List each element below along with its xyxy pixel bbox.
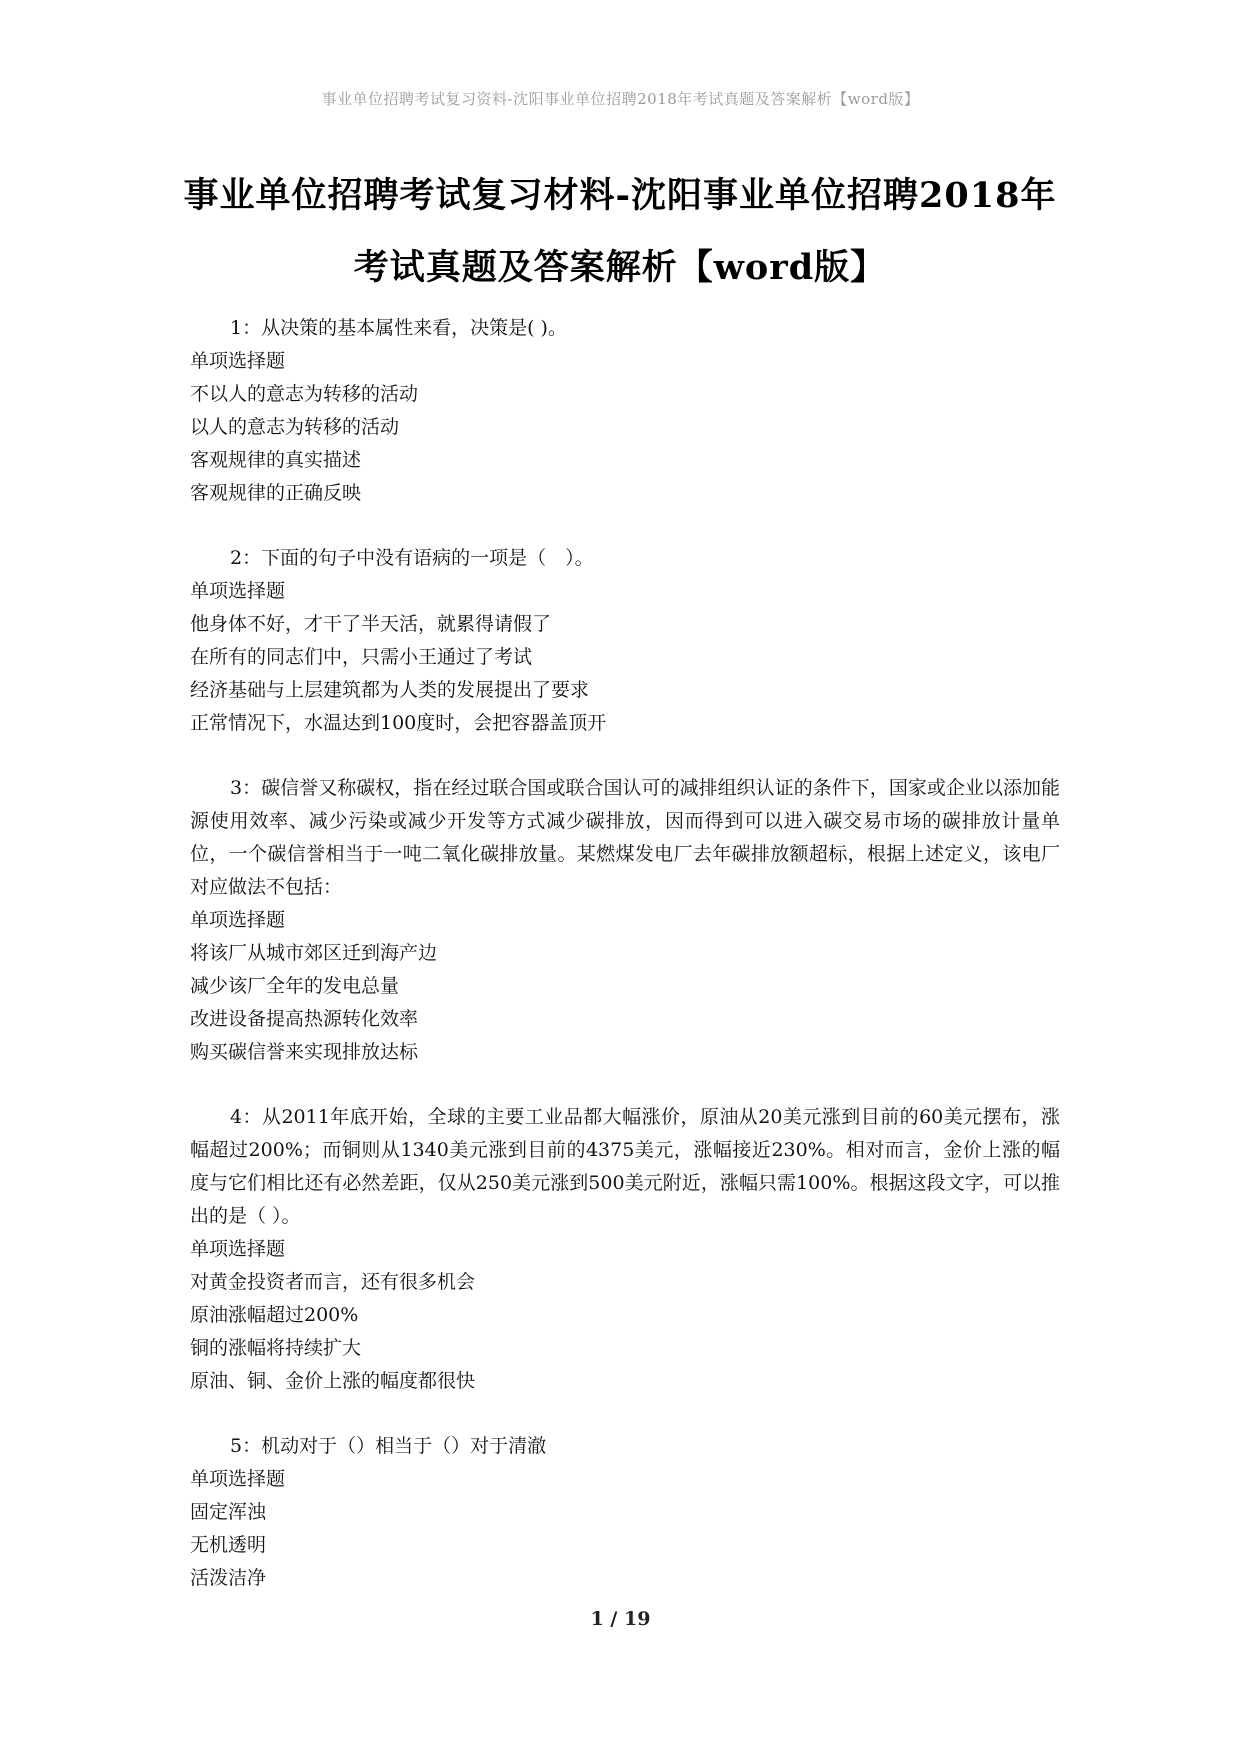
question-list	[190, 312, 1060, 1627]
page-number: 1 / 19	[590, 1608, 651, 1630]
answer-option: 正常情况下，水温达到100度时，会把容器盖顶开	[190, 712, 607, 734]
answer-option: 减少该厂全年的发电总量	[190, 975, 400, 997]
question-type: 单项选择题	[190, 350, 286, 372]
answer-option: 原油、铜、金价上涨的幅度都很快	[190, 1370, 476, 1392]
question-block	[190, 1430, 1060, 1595]
question-stem: 2：下面的句子中没有语病的一项是（ ）。	[230, 547, 594, 569]
answer-option: 铜的涨幅将持续扩大	[190, 1337, 362, 1359]
answer-option: 购买碳信誉来实现排放达标	[190, 1041, 419, 1063]
answer-option: 客观规律的正确反映	[190, 482, 362, 504]
answer-option: 固定浑浊	[190, 1501, 267, 1523]
answer-option: 活泼洁净	[190, 1567, 267, 1589]
answer-option: 在所有的同志们中，只需小王通过了考试	[190, 646, 533, 668]
answer-option: 无机透明	[190, 1534, 267, 1556]
question-block	[190, 772, 1060, 1069]
question-block	[190, 1101, 1060, 1398]
answer-option: 客观规律的真实描述	[190, 449, 362, 471]
running-header: 事业单位招聘考试复习资料-沈阳事业单位招聘2018年考试真题及答案解析【word版】	[321, 90, 920, 108]
question-stem: 1：从决策的基本属性来看，决策是( )。	[230, 317, 567, 339]
question-type: 单项选择题	[190, 580, 286, 602]
question-stem: 5：机动对于（）相当于（）对于清澈	[230, 1435, 547, 1457]
question-block	[190, 542, 1060, 740]
answer-option: 原油涨幅超过200%	[190, 1304, 359, 1326]
answer-option: 不以人的意志为转移的活动	[190, 383, 419, 405]
answer-option: 将该厂从城市郊区迁到海产边	[190, 942, 438, 964]
question-type: 单项选择题	[190, 909, 286, 931]
answer-option: 他身体不好，才干了半天活，就累得请假了	[190, 613, 552, 635]
question-block	[190, 312, 1060, 510]
question-type: 单项选择题	[190, 1468, 286, 1490]
question-stem: 4：从2011年底开始，全球的主要工业品都大幅涨价，原油从20美元涨到目前的60美元摆布，涨幅超过200%；而铜则从1340美元涨到目前的4375美元，涨幅接近230%。相对而言，金价上涨的幅度与它们相比还有必然差距，仅从250美元涨到500美元附近，涨幅只需100%。根据这段文字，可以推出的是（ ）。	[190, 1106, 1060, 1227]
answer-option: 对黄金投资者而言，还有很多机会	[190, 1271, 476, 1293]
answer-option: 经济基础与上层建筑都为人类的发展提出了要求	[190, 679, 590, 701]
question-type: 单项选择题	[190, 1238, 286, 1260]
question-stem: 3：碳信誉又称碳权，指在经过联合国或联合国认可的减排组织认证的条件下，国家或企业以添加能源使用效率、减少污染或减少开发等方式减少碳排放，因而得到可以进入碳交易市场的碳排放计量单位，一个碳信誉相当于一吨二氧化碳排放量。某燃煤发电厂去年碳排放额超标，根据上述定义，该电厂对应做法不包括：	[190, 777, 1060, 898]
answer-option: 以人的意志为转移的活动	[190, 416, 400, 438]
document-title: 事业单位招聘考试复习材料-沈阳事业单位招聘2018年考试真题及答案解析【word版】	[183, 175, 1057, 288]
answer-option: 改进设备提高热源转化效率	[190, 1008, 419, 1030]
